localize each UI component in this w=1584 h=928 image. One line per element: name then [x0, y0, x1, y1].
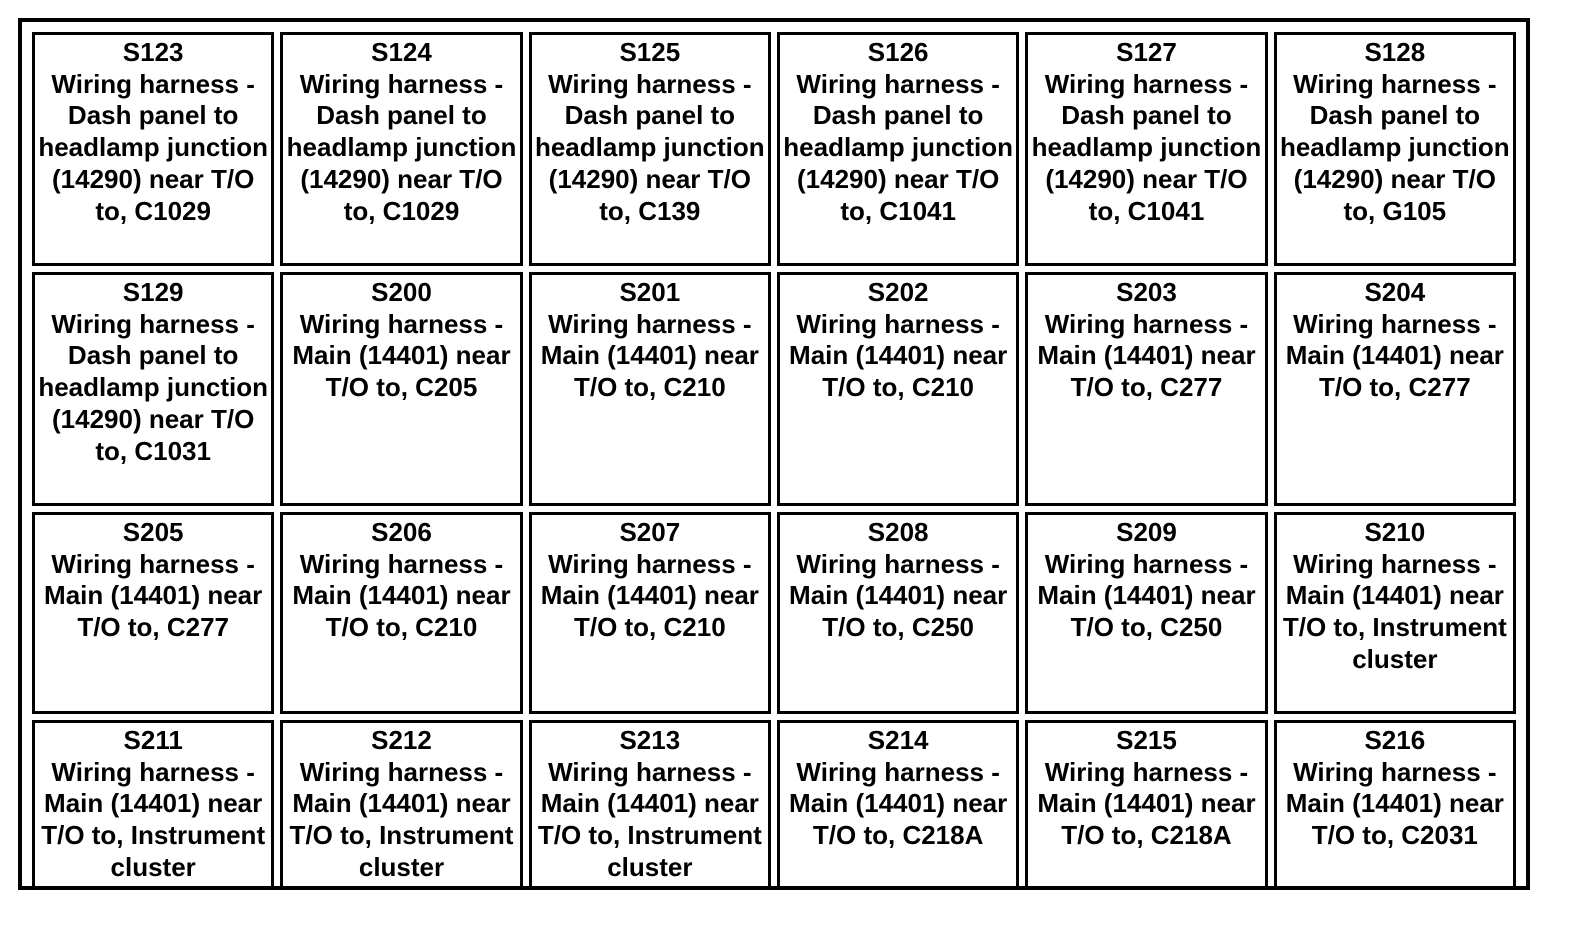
splice-description: Wiring harness - Main (14401) near T/O to, C250 — [789, 548, 1008, 643]
splice-description: Wiring harness - Main (14401) near T/O to, C218A — [1037, 756, 1256, 851]
splice-cell — [1274, 272, 1516, 506]
splice-description: Wiring harness - Dash panel to headlamp junction (14290) near T/O to, C1031 — [38, 308, 268, 466]
splice-id: S215 — [1116, 725, 1177, 755]
splice-cell — [529, 32, 771, 266]
splice-cell — [777, 32, 1019, 266]
splice-cell — [1025, 720, 1267, 890]
splice-description: Wiring harness - Main (14401) near T/O to, C210 — [540, 548, 759, 643]
splice-description: Wiring harness - Main (14401) near T/O to, C210 — [292, 548, 511, 643]
splice-id: S129 — [122, 277, 184, 307]
splice-cell — [1025, 512, 1267, 714]
splice-id: S128 — [1364, 37, 1426, 67]
splice-description: Wiring harness - Main (14401) near T/O to, C277 — [1285, 308, 1504, 403]
splice-id: S208 — [867, 517, 929, 547]
splice-description: Wiring harness - Main (14401) near T/O to, C2031 — [1285, 756, 1504, 851]
splice-id: S207 — [619, 517, 681, 547]
splice-description: Wiring harness - Main (14401) near T/O to, C250 — [1037, 548, 1256, 643]
splice-cell — [32, 272, 274, 506]
splice-description: Wiring harness - Main (14401) near T/O to, Instrument cluster — [1282, 548, 1507, 674]
splice-id: S213 — [619, 725, 681, 755]
splice-description: Wiring harness - Dash panel to headlamp junction (14290) near T/O to, C139 — [534, 68, 765, 226]
splice-id: S126 — [867, 37, 929, 67]
splice-id: S209 — [1116, 517, 1177, 547]
table-row — [32, 32, 1516, 266]
splice-id: S206 — [371, 517, 432, 547]
splice-id: S201 — [619, 277, 681, 307]
splice-id: S210 — [1364, 517, 1426, 547]
splice-id: S203 — [1116, 277, 1177, 307]
splice-cell — [1025, 272, 1267, 506]
table-row — [32, 272, 1516, 506]
splice-cell — [529, 512, 771, 714]
splice-table — [26, 26, 1522, 896]
splice-cell — [1025, 32, 1267, 266]
splice-description: Wiring harness - Dash panel to headlamp junction (14290) near T/O to, C1041 — [1031, 68, 1262, 226]
splice-id: S212 — [371, 725, 432, 755]
splice-cell — [1274, 720, 1516, 890]
splice-id: S200 — [371, 277, 432, 307]
splice-id: S216 — [1364, 725, 1426, 755]
splice-id: S124 — [371, 37, 432, 67]
splice-description: Wiring harness - Dash panel to headlamp junction (14290) near T/O to, C1041 — [783, 68, 1013, 226]
table-row — [32, 512, 1516, 714]
splice-cell — [32, 512, 274, 714]
splice-cell — [280, 720, 522, 890]
splice-cell — [777, 512, 1019, 714]
table-row — [32, 720, 1516, 890]
splice-cell — [529, 720, 771, 890]
splice-cell — [280, 512, 522, 714]
splice-description: Wiring harness - Main (14401) near T/O to, C218A — [789, 756, 1008, 851]
splice-id: S211 — [123, 725, 183, 755]
splice-description: Wiring harness - Main (14401) near T/O to, C277 — [1037, 308, 1256, 403]
splice-id: S204 — [1364, 277, 1426, 307]
splice-description: Wiring harness - Main (14401) near T/O to, C210 — [789, 308, 1008, 403]
splice-cell — [529, 272, 771, 506]
splice-description: Wiring harness - Main (14401) near T/O to, C277 — [44, 548, 263, 643]
splice-description: Wiring harness - Main (14401) near T/O to, C205 — [292, 308, 511, 403]
splice-cell — [777, 272, 1019, 506]
splice-description: Wiring harness - Main (14401) near T/O to, Instrument cluster — [537, 756, 762, 882]
splice-description: Wiring harness - Dash panel to headlamp junction (14290) near T/O to, C1029 — [38, 68, 268, 226]
splice-cell — [1274, 32, 1516, 266]
splice-id: S214 — [867, 725, 929, 755]
splice-id: S127 — [1116, 37, 1177, 67]
splice-description: Wiring harness - Dash panel to headlamp junction (14290) near T/O to, G105 — [1279, 68, 1510, 226]
splice-cell — [280, 32, 522, 266]
splice-id: S125 — [619, 37, 681, 67]
splice-cell — [32, 720, 274, 890]
splice-id: S202 — [867, 277, 929, 307]
splice-cell — [1274, 512, 1516, 714]
splice-cell — [32, 32, 274, 266]
splice-description: Wiring harness - Dash panel to headlamp junction (14290) near T/O to, C1029 — [286, 68, 517, 226]
splice-description: Wiring harness - Main (14401) near T/O to, Instrument cluster — [41, 756, 266, 882]
splice-description: Wiring harness - Main (14401) near T/O to, Instrument cluster — [289, 756, 514, 882]
splice-table-frame — [18, 18, 1530, 890]
splice-id: S123 — [122, 37, 184, 67]
splice-cell — [280, 272, 522, 506]
splice-id: S205 — [122, 517, 184, 547]
splice-description: Wiring harness - Main (14401) near T/O to, C210 — [540, 308, 759, 403]
splice-cell — [777, 720, 1019, 890]
